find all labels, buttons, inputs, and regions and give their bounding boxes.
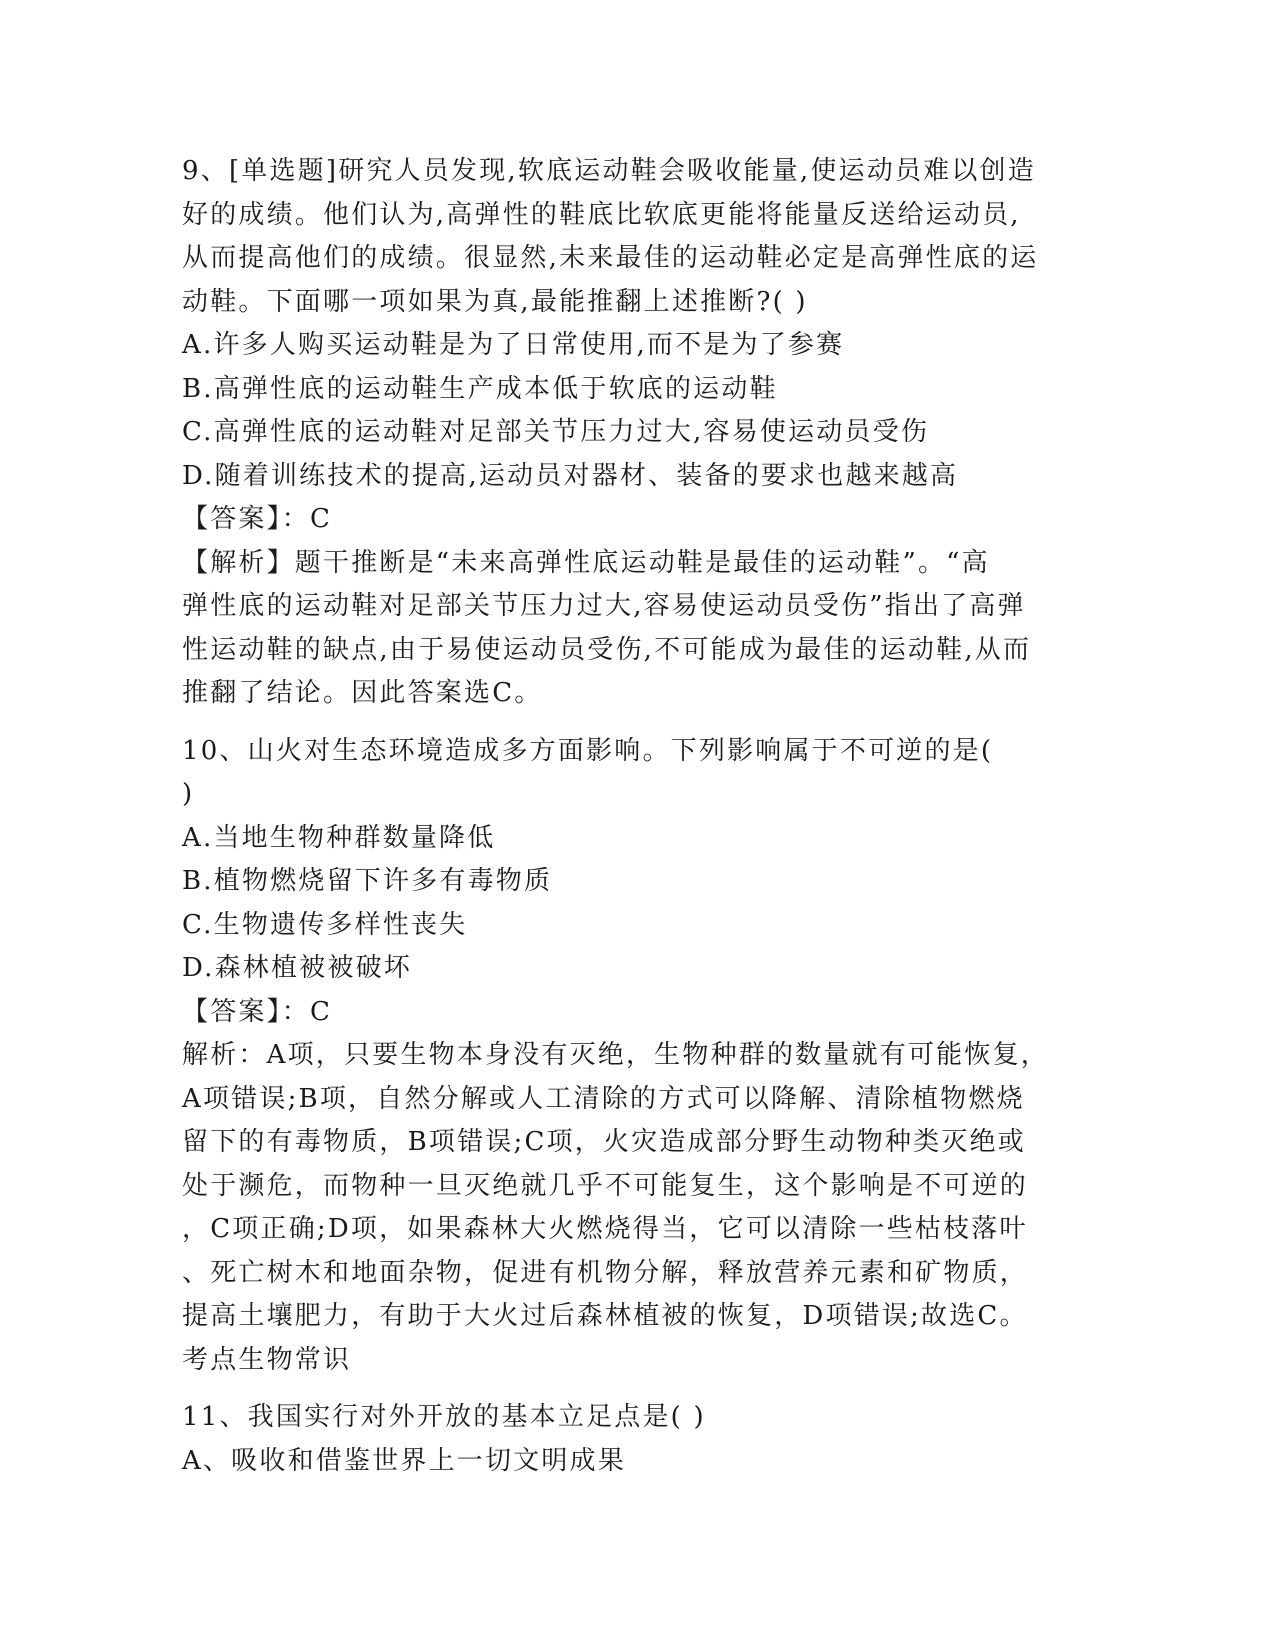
option-b: B.植物燃烧留下许多有毒物质: [182, 866, 553, 896]
analysis-line: 处于濒危，而物种一旦灭绝就几乎不可能复生，这个影响是不可逆的: [182, 1170, 1029, 1201]
analysis-line: 解析：A项，只要生物本身没有灭绝，生物种群的数量就有可能恢复，: [182, 1040, 1049, 1070]
question-stem-line: 从而提高他们的成绩。很显然,未来最佳的运动鞋必定是高弹性底的运: [182, 243, 1039, 273]
analysis-line: 留下的有毒物质，B项错误;C项，火灾造成部分野生动物种类灭绝或: [182, 1127, 1026, 1157]
analysis-line: 考点生物常识: [182, 1344, 352, 1375]
option-c: C.高弹性底的运动鞋对足部关节压力过大,容易使运动员受伤: [182, 417, 930, 447]
option-c: C.生物遗传多样性丧失: [182, 909, 468, 940]
question-stem-line: 动鞋。下面哪一项如果为真,最能推翻上述推断?( ): [182, 286, 808, 317]
analysis-line: 弹性底的运动鞋对足部关节压力过大,容易使运动员受伤”指出了高弹: [182, 591, 1026, 621]
analysis-line: A项错误;B项，自然分解或人工清除的方式可以降解、清除植物燃烧: [182, 1083, 1025, 1114]
analysis-line: 、死亡树木和地面杂物，促进有机物分解，释放营养元素和矿物质，: [182, 1257, 1029, 1288]
option-a: A.当地生物种群数量降低: [182, 822, 496, 853]
question-stem-line: 9、[单选题]研究人员发现,软底运动鞋会吸收能量,使运动员难以创造: [182, 156, 1036, 186]
analysis-line: 提高土壤肥力，有助于大火过后森林植被的恢复，D项错误;故选C。: [182, 1301, 1028, 1331]
document-page: [182, 150, 1082, 1483]
question-9: [182, 150, 1082, 716]
option-d: D.森林植被被破坏: [182, 953, 412, 983]
question-stem-line: 10、山火对生态环境造成多方面影响。下列影响属于不可逆的是(: [182, 735, 994, 766]
question-stem-line: ): [182, 779, 195, 809]
answer-line: 【答案】：C: [182, 504, 333, 534]
option-a: A.许多人购买运动鞋是为了日常使用,而不是为了参赛: [182, 330, 845, 360]
option-b: B.高弹性底的运动鞋生产成本低于软底的运动鞋: [182, 373, 778, 404]
analysis-line: 性运动鞋的缺点,由于易使运动员受伤,不可能成为最佳的运动鞋,从而: [182, 634, 1032, 665]
analysis-line: 【解析】题干推断是“未来高弹性底运动鞋是最佳的运动鞋”。“高: [182, 547, 990, 578]
option-a: A、吸收和借鉴世界上一切文明成果: [182, 1445, 626, 1476]
question-10: [182, 730, 1082, 1383]
question-stem-line: 好的成绩。他们认为,高弹性的鞋底比软底更能将能量反送给运动员,: [182, 199, 1021, 230]
answer-line: 【答案】：C: [182, 996, 333, 1027]
question-spacer: [182, 1382, 1082, 1396]
question-stem-line: 11、我国实行对外开放的基本立足点是( ): [182, 1402, 706, 1432]
question-11: [182, 1396, 1082, 1483]
question-spacer: [182, 716, 1082, 730]
analysis-line: ，C项正确;D项，如果森林大火燃烧得当，它可以清除一些枯枝落叶: [182, 1214, 1028, 1244]
option-d: D.随着训练技术的提高,运动员对器材、装备的要求也越来越高: [182, 460, 959, 491]
analysis-line: 推翻了结论。因此答案选C。: [182, 678, 543, 708]
